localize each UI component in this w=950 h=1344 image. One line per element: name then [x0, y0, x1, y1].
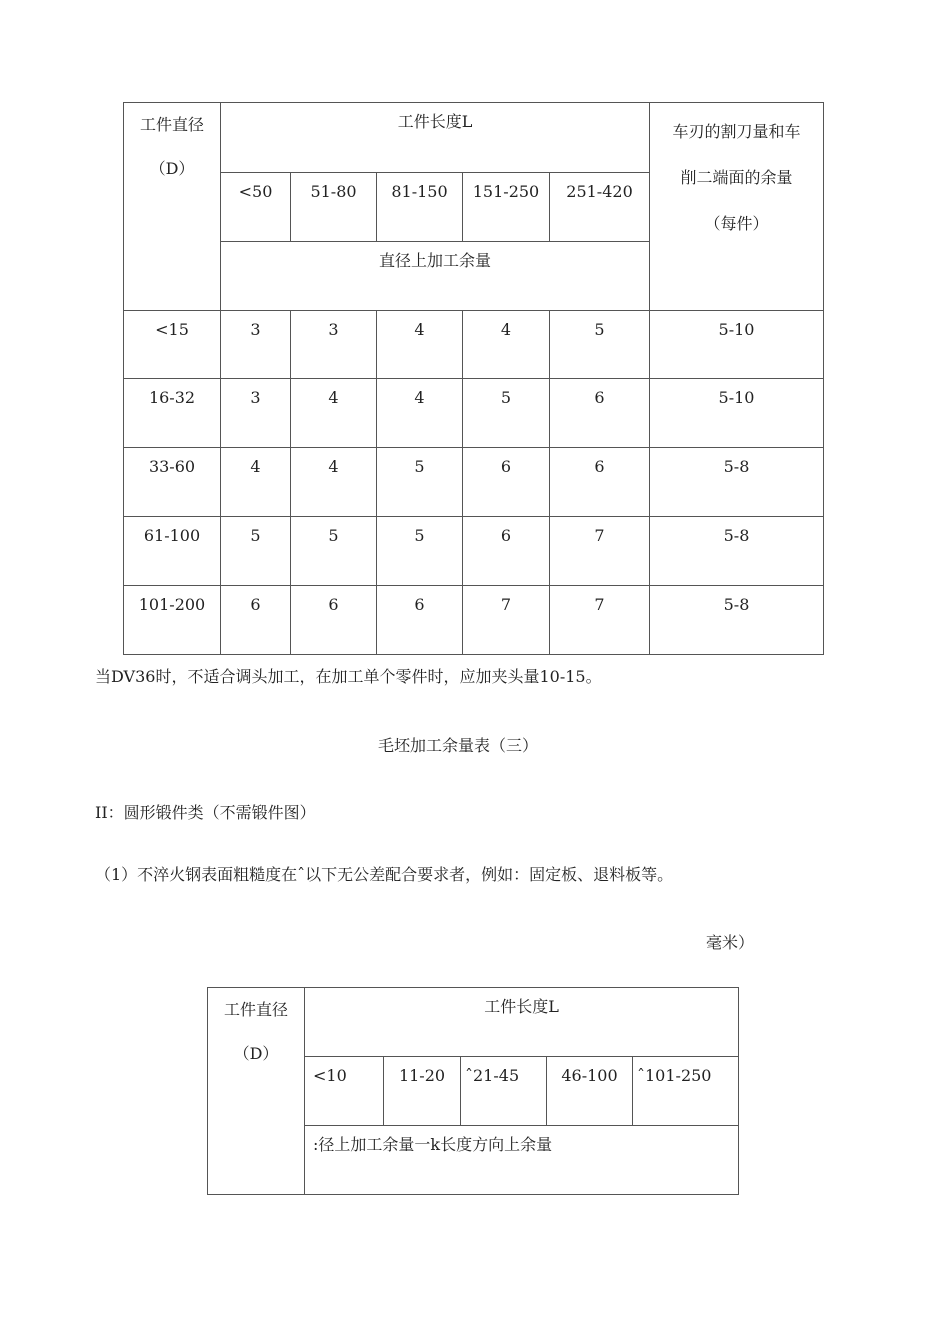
row-value: 5 — [594, 320, 605, 339]
unit-label: 毫米） — [706, 933, 755, 952]
length-range-cell: 11-20 — [384, 1057, 461, 1126]
header-diameter-allowance: 直径上加工余量 — [221, 242, 650, 311]
length-range-cell: 151-250 — [463, 173, 550, 242]
row-value: 5 — [500, 388, 512, 407]
table-row — [124, 517, 824, 586]
allowance-table-1 — [123, 102, 824, 655]
header-diameter — [208, 988, 305, 1195]
row-value: 6 — [250, 595, 261, 614]
row-value: 5 — [328, 526, 339, 545]
length-range-cell: <10 — [305, 1057, 384, 1126]
row-value: 4 — [414, 388, 425, 407]
row-end-allowance: 5-10 — [718, 320, 755, 339]
length-range-cell: ˆ101-250 — [633, 1057, 739, 1126]
row-diameter: <15 — [155, 320, 189, 339]
header-diameter — [124, 103, 221, 311]
row-value: 6 — [414, 595, 425, 614]
section-title: 毛坯加工余量表（三） — [378, 736, 539, 755]
row-value: 4 — [328, 388, 339, 407]
row-diameter: 33-60 — [148, 457, 196, 476]
table-row — [124, 311, 824, 379]
row-diameter: 61-100 — [143, 526, 201, 545]
header-end-allowance — [650, 103, 824, 311]
header-diameter-label: 工件直径 — [223, 1000, 288, 1019]
header-end-allowance-line1: 车刃的割刀量和车 — [672, 122, 801, 141]
length-range-cell: 81-150 — [377, 173, 463, 242]
header-end-allowance-line2: 削二端面的余量 — [680, 168, 793, 187]
header-length: 工件长度L — [221, 103, 650, 173]
length-range-cell: 51-80 — [291, 173, 377, 242]
subsection-heading: II：圆形锻件类（不需锻件图） — [95, 803, 316, 822]
length-range-cell: ˆ21-45 — [461, 1057, 547, 1126]
table-row — [124, 586, 824, 655]
row-value: 7 — [500, 595, 512, 614]
row-end-allowance: 5-10 — [718, 388, 755, 407]
header-end-allowance-line3: （每件） — [704, 214, 769, 233]
row-end-allowance: 5-8 — [723, 526, 750, 545]
row-value: 3 — [250, 388, 261, 407]
row-end-allowance: 5-8 — [723, 457, 750, 476]
row-value: 5 — [250, 526, 261, 545]
table-row — [124, 448, 824, 517]
row-value: 4 — [328, 457, 339, 476]
length-range-cell: 46-100 — [547, 1057, 633, 1126]
row-value: 4 — [414, 320, 425, 339]
row-value: 7 — [594, 526, 605, 545]
row-value: 4 — [250, 457, 261, 476]
row-end-allowance: 5-8 — [723, 595, 750, 614]
length-range-cell: <50 — [221, 173, 291, 242]
allowance-table-2 — [207, 987, 739, 1195]
row-value: 5 — [414, 457, 425, 476]
row-value: 3 — [328, 320, 339, 339]
row-value: 6 — [594, 388, 605, 407]
row-value: 5 — [414, 526, 425, 545]
header-diameter-label: 工件直径 — [139, 115, 204, 134]
row-value: 6 — [328, 595, 339, 614]
row-value: 6 — [500, 457, 512, 476]
row-diameter: 101-200 — [138, 595, 206, 614]
header-allowance: :径上加工余量一k长度方向上余量 — [305, 1126, 739, 1195]
length-range-cell: 251-420 — [550, 173, 650, 242]
row-value: 4 — [500, 320, 512, 339]
item-description: （1）不淬火钢表面粗糙度在ˆ以下无公差配合要求者，例如：固定板、退料板等。 — [95, 865, 674, 884]
row-value: 6 — [500, 526, 512, 545]
row-diameter: 16-32 — [148, 388, 196, 407]
table-row — [124, 379, 824, 448]
header-diameter-symbol: （D） — [233, 1044, 279, 1063]
clamping-note: 当DV36时，不适合调头加工，在加工单个零件时，应加夹头量10-15。 — [95, 667, 602, 686]
header-length: 工件长度L — [305, 988, 739, 1057]
row-value: 7 — [594, 595, 605, 614]
header-diameter-symbol: （D） — [149, 159, 195, 178]
row-value: 3 — [250, 320, 261, 339]
row-value: 6 — [594, 457, 605, 476]
